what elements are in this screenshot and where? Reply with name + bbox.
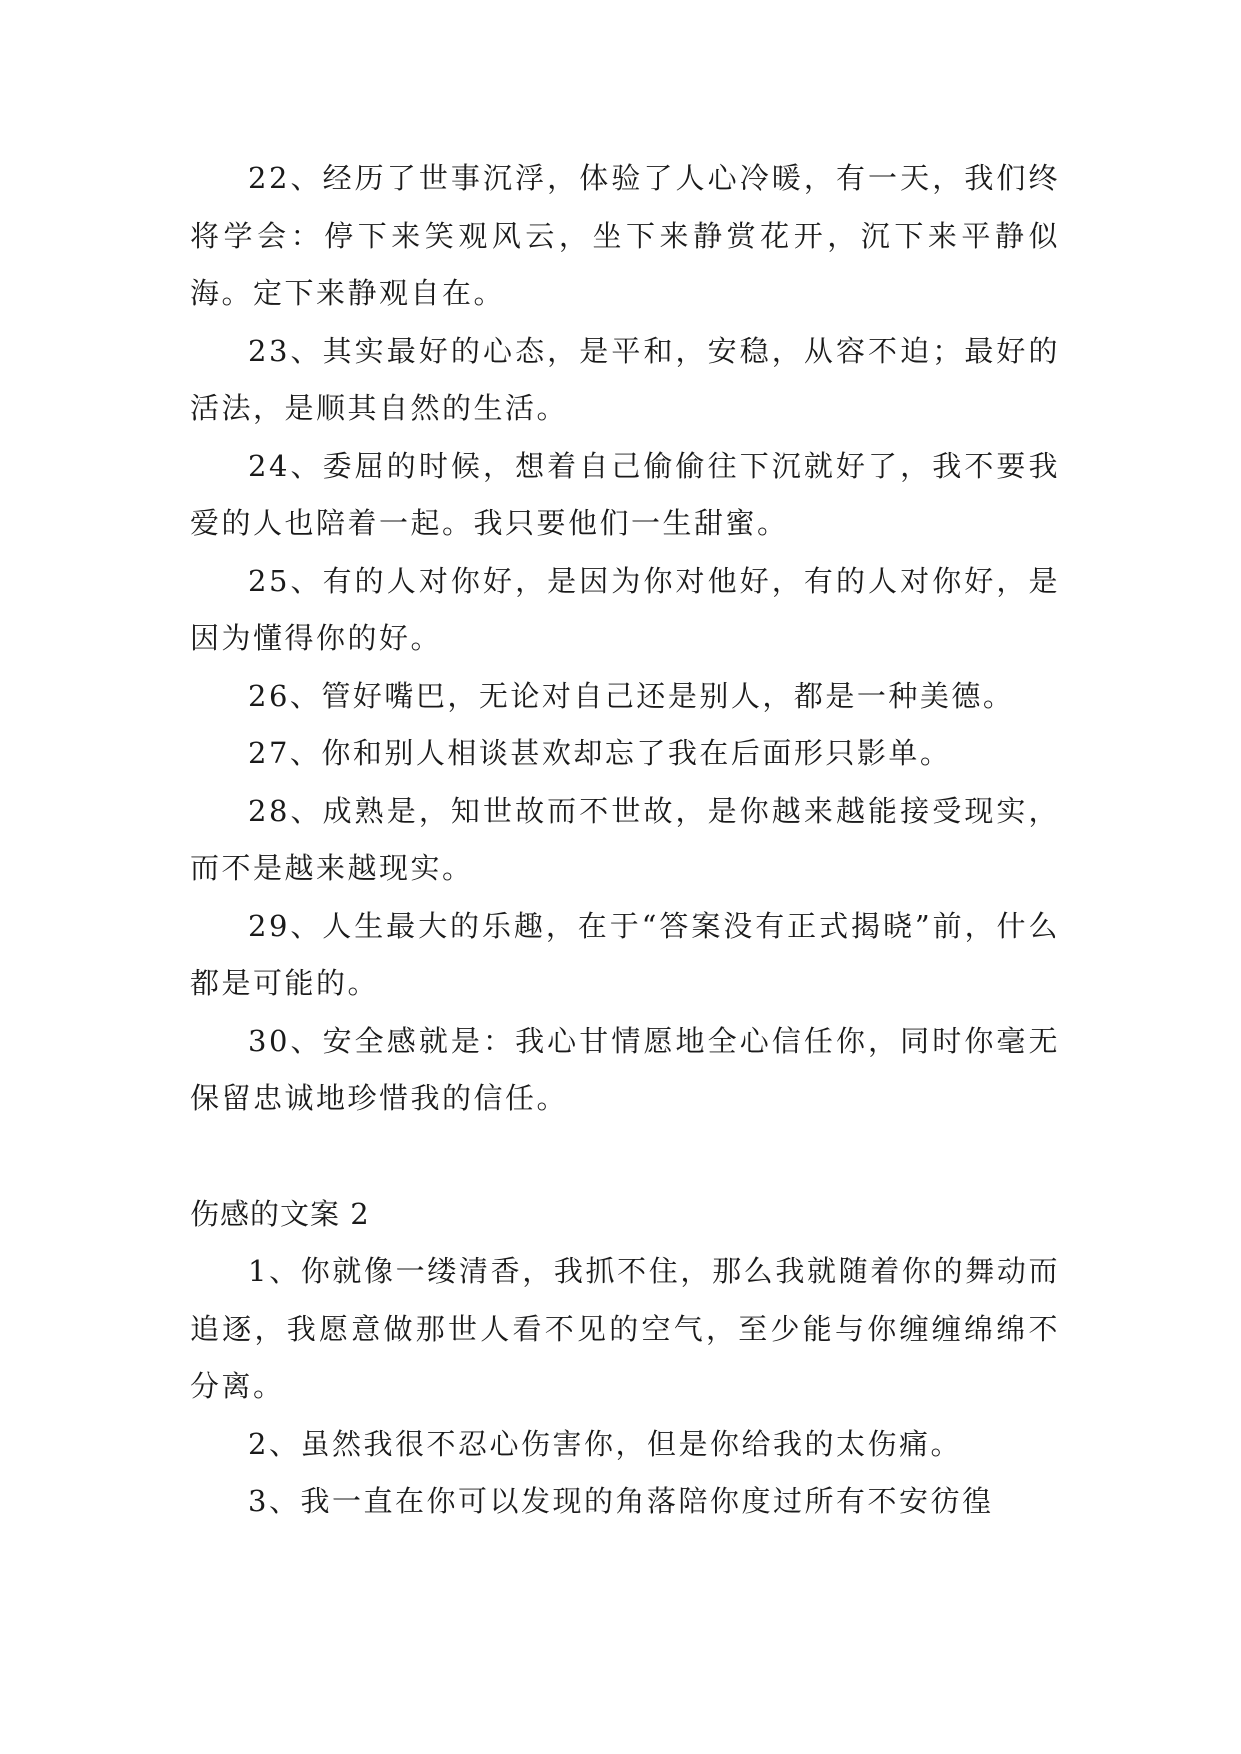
- paragraph-25: 25、有的人对你好，是因为你对他好，有的人对你好，是因为懂得你的好。: [190, 563, 1060, 655]
- paragraph-22: 22、经历了世事沉浮，体验了人心冷暖，有一天，我们终将学会：停下来笑观风云，坐下来静赏花开，沉下来平静似海。定下来静观自在。: [190, 161, 1060, 310]
- paragraph-27: 27、你和别人相谈甚欢却忘了我在后面形只影单。: [248, 736, 952, 770]
- paragraph-b2: 2、虽然我很不忍心伤害你，但是你给我的太伤痛。: [248, 1426, 962, 1461]
- paragraph-24: 24、委屈的时候，想着自己偷偷往下沉就好了，我不要我爱的人也陪着一起。我只要他们一生甜蜜。: [190, 448, 1060, 540]
- document-body: [190, 150, 1060, 1531]
- paragraph-23: 23、其实最好的心态，是平和，安稳，从容不迫；最好的活法，是顺其自然的生活。: [190, 333, 1060, 425]
- paragraph-30: 30、安全感就是：我心甘情愿地全心信任你，同时你毫无保留忠诚地珍惜我的信任。: [190, 1023, 1060, 1115]
- paragraph-b3: 3、我一直在你可以发现的角落陪你度过所有不安彷徨: [248, 1484, 994, 1518]
- paragraph-29: 29、人生最大的乐趣，在于“答案没有正式揭晓”前，什么都是可能的。: [190, 908, 1060, 1000]
- paragraph-26: 26、管好嘴巴，无论对自己还是别人，都是一种美德。: [248, 678, 1015, 713]
- paragraph-28: 28、成熟是，知世故而不世故，是你越来越能接受现实，而不是越来越现实。: [190, 793, 1060, 885]
- paragraph-b1: 1、你就像一缕清香，我抓不住，那么我就随着你的舞动而追逐，我愿意做那世人看不见的空气，至少能与你缠缠绵绵不分离。: [190, 1254, 1060, 1403]
- section-heading: 伤感的文案 2: [190, 1196, 370, 1231]
